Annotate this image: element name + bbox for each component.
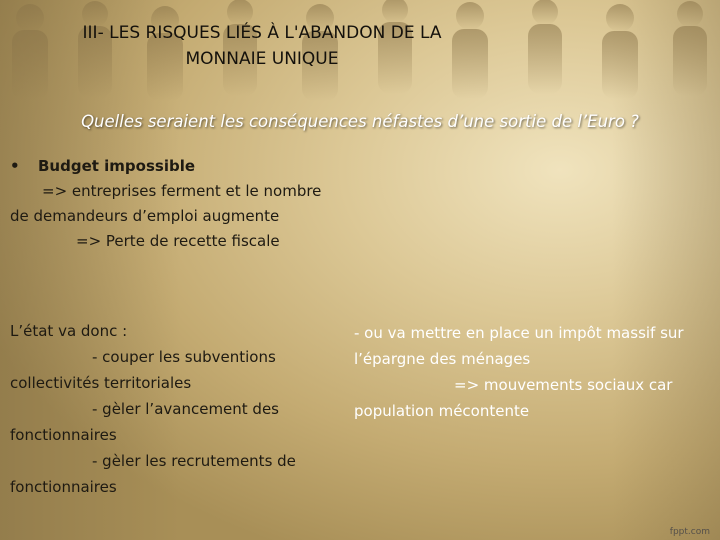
bullet-line-1: => entreprises ferment et le nombre — [42, 182, 322, 200]
bullet-block — [10, 154, 350, 254]
bullet-line-2: de demandeurs d’emploi augmente — [10, 207, 280, 225]
bullet-heading-text: Budget impossible — [38, 157, 196, 175]
left-item-3-a: - gèler les recrutements de — [92, 452, 296, 470]
right-line-3: => mouvements sociaux car — [454, 376, 673, 394]
left-item-1-a: - couper les subventions — [92, 348, 276, 366]
right-column — [354, 320, 714, 424]
title-line-2: MONNAIE UNIQUE — [185, 49, 339, 69]
left-item-3-b: fonctionnaires — [10, 478, 117, 496]
left-intro: L’état va donc : — [10, 322, 128, 340]
title-line-1: III- LES RISQUES LIÉS À L'ABANDON DE LA — [82, 23, 442, 43]
left-item-2-b: fonctionnaires — [10, 426, 117, 444]
fppt-logo: fppt.com — [669, 527, 710, 537]
bullet-heading — [10, 154, 350, 179]
bullet-line-3: => Perte de recette fiscale — [76, 232, 280, 250]
slide-subtitle: Quelles seraient les conséquences néfastes d’une sortie de l’Euro ? — [81, 112, 639, 131]
left-item-2-a: - gèler l’avancement des — [92, 400, 280, 418]
right-line-2: l’épargne des ménages — [354, 350, 531, 368]
left-column — [10, 318, 320, 500]
slide-title — [0, 20, 524, 72]
bullet-dot-icon: • — [10, 157, 20, 175]
right-line-1: - ou va mettre en place un impôt massif sur — [354, 324, 684, 342]
left-item-1-b: collectivités territoriales — [10, 374, 192, 392]
right-line-4: population mécontente — [354, 402, 530, 420]
